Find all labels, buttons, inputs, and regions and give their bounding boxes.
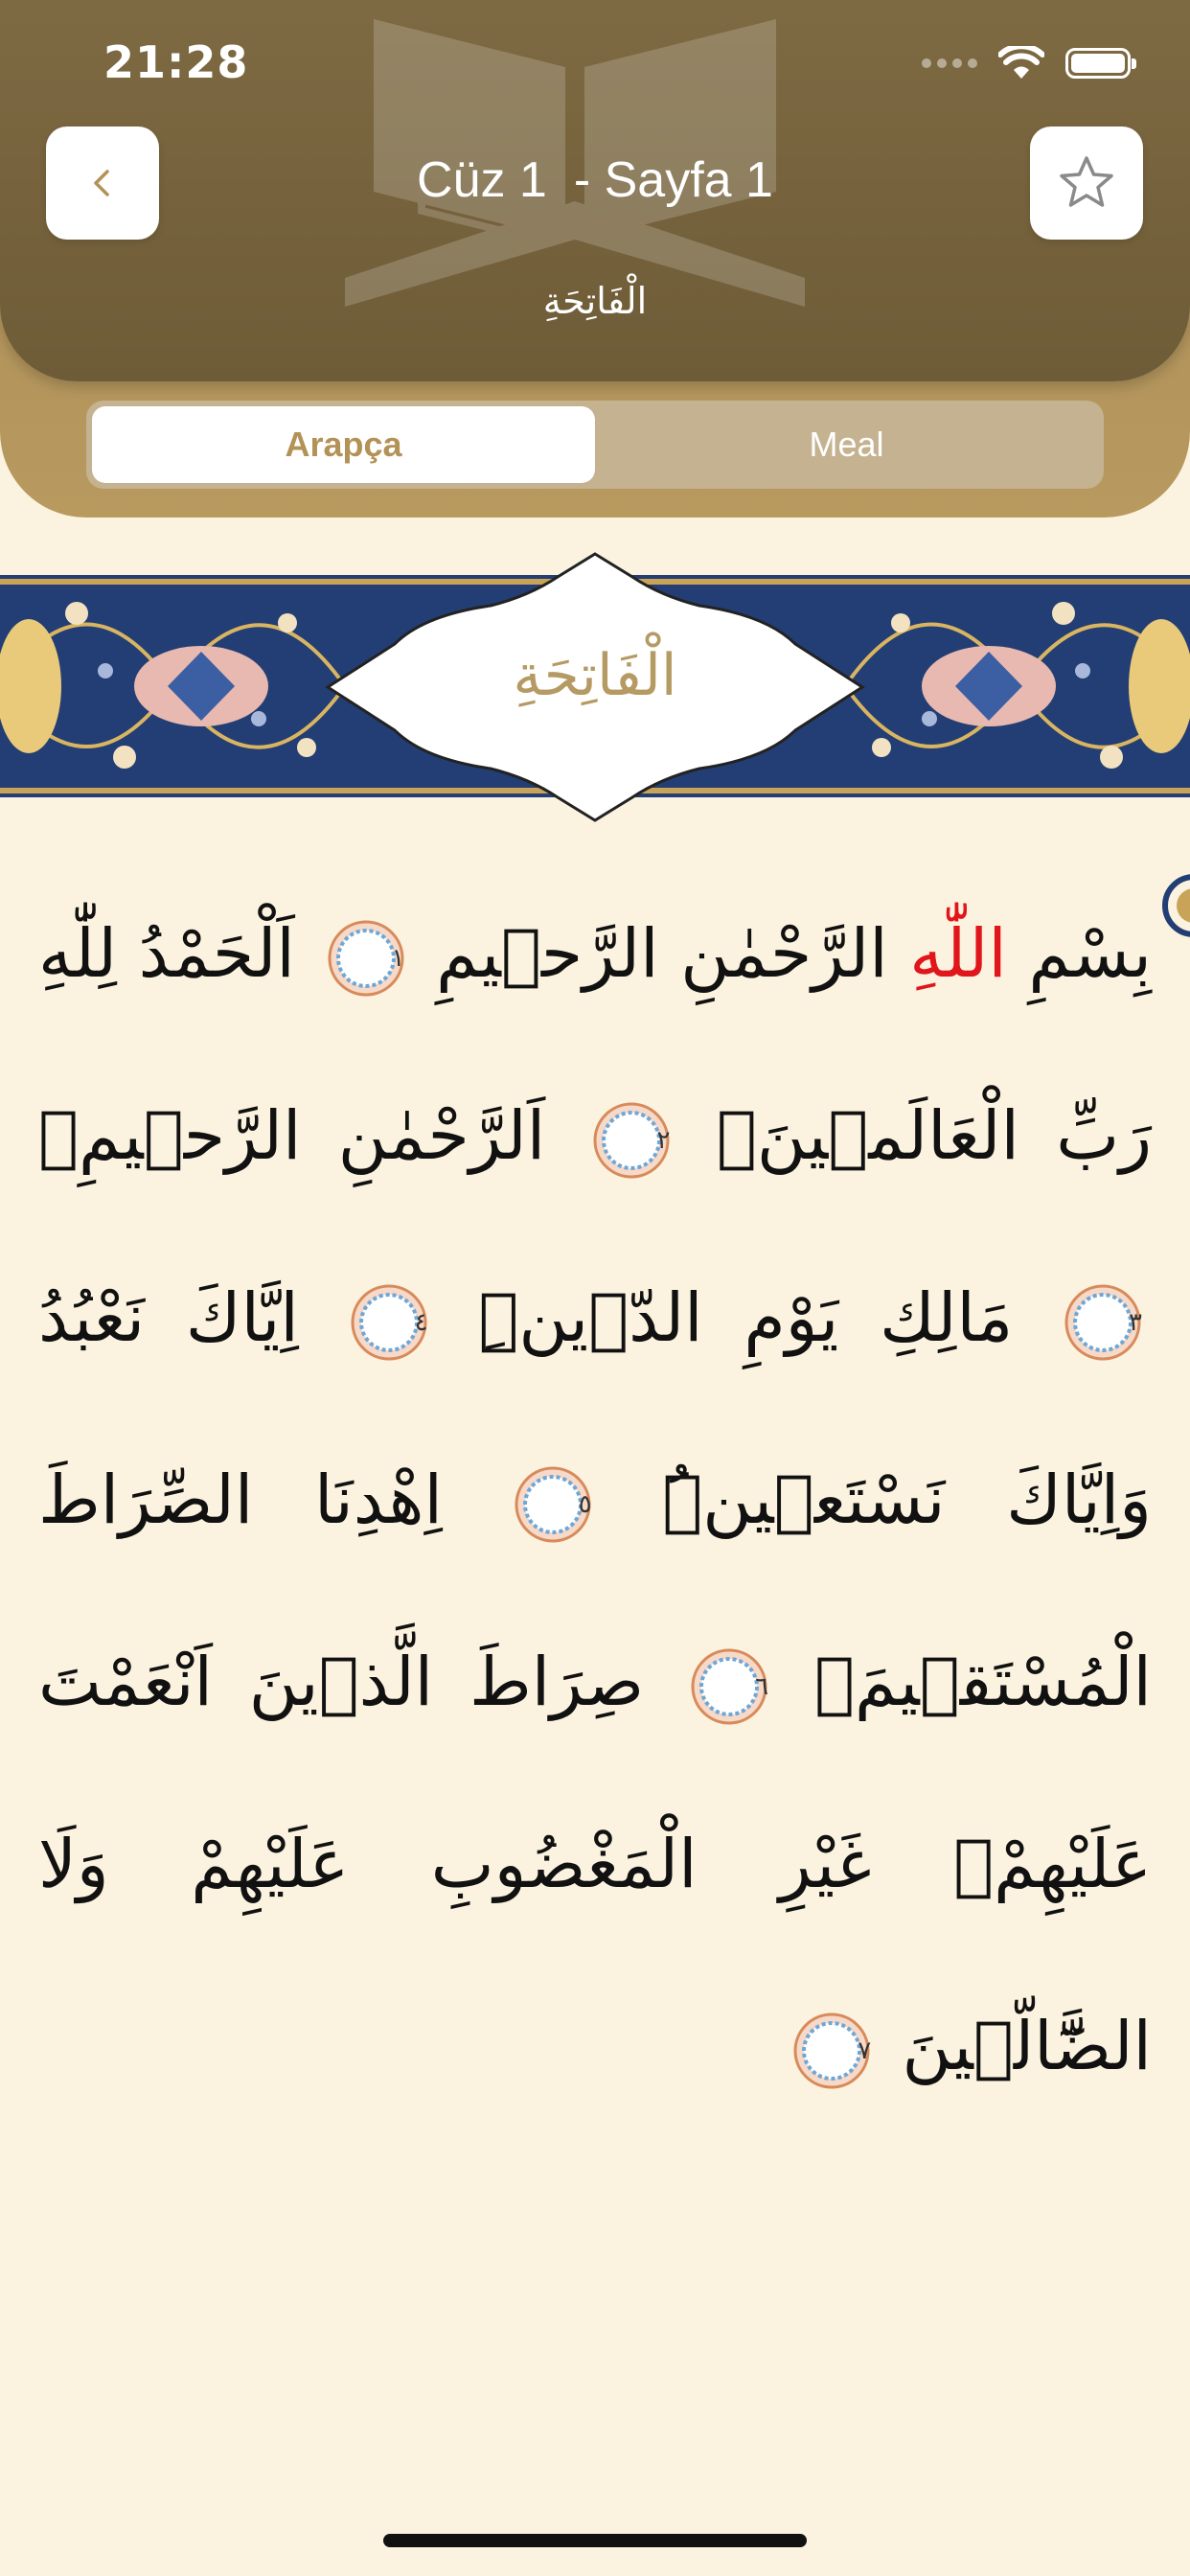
wifi-icon xyxy=(998,46,1044,80)
verse-text: اَلرَّحْمٰنِ الرَّح۪يمِۙ xyxy=(38,1096,546,1175)
page-label: - Sayfa 1 xyxy=(573,152,773,208)
page-edge-ornament-icon xyxy=(1159,843,1190,968)
ayah-number-marker[interactable] xyxy=(514,1465,592,1544)
ayah-number: ٧ xyxy=(858,2036,872,2065)
verse-text: بِسْمِ xyxy=(1006,914,1152,993)
verse-٣[interactable] xyxy=(38,1096,545,1175)
verse-text: اِهْدِنَا الصِّرَاطَ الْمُسْتَق۪يمَۙ xyxy=(38,1460,1152,1721)
tab-meal[interactable]: Meal xyxy=(809,425,884,464)
ayah-number-marker[interactable] xyxy=(327,919,405,998)
surah-title: الْفَاتِحَةِ xyxy=(513,642,677,709)
view-mode-segmented-control xyxy=(86,401,1104,489)
favorite-button[interactable] xyxy=(1030,126,1143,240)
ayah-number: ٣ xyxy=(1129,1307,1142,1337)
verse-text: اَلْحَمْدُ لِلّٰهِ رَبِّ الْعَالَم۪ينَۙ xyxy=(38,914,1152,1175)
ayah-number: ٥ xyxy=(578,1489,592,1519)
page-title xyxy=(0,151,1190,209)
ayah-number-marker[interactable] xyxy=(690,1647,768,1726)
verses-text xyxy=(38,862,1152,2137)
ayah-number: ٤ xyxy=(414,1307,428,1337)
ayah-number: ٢ xyxy=(656,1125,671,1155)
battery-icon xyxy=(1065,48,1131,79)
ayah-number: ٦ xyxy=(755,1671,769,1701)
verse-text: صِرَاطَ الَّذ۪ينَ اَنْعَمْتَ عَلَيْهِمْۙ غَيْرِ الْمَغْضُوبِ عَلَيْهِمْ وَلَا الضَّٓالّ۪ينَ xyxy=(38,1643,1152,2085)
allah-word: اللّٰهِ xyxy=(909,914,1007,993)
verse-٤[interactable] xyxy=(478,1278,1013,1357)
star-outline-icon xyxy=(1056,152,1117,214)
verse-text: الرَّحْمٰنِ الرَّح۪يمِ xyxy=(436,914,910,993)
ayah-number-marker[interactable] xyxy=(592,1101,671,1180)
ayah-number-marker[interactable] xyxy=(350,1283,428,1362)
status-time: 21:28 xyxy=(103,36,249,88)
ayah-number: ١ xyxy=(391,943,405,973)
ayah-number-marker[interactable] xyxy=(792,2012,871,2090)
verse-text: مَالِكِ يَوْمِ الدّ۪ينِۜ xyxy=(478,1278,1014,1357)
status-icons xyxy=(922,46,1131,80)
tab-arabic[interactable]: Arapça xyxy=(92,406,595,483)
home-indicator[interactable] xyxy=(383,2534,807,2547)
verse-text: اِيَّاكَ نَعْبُدُ وَاِيَّاكَ نَسْتَع۪ينُۜ xyxy=(38,1278,1152,1539)
verse-١[interactable] xyxy=(436,914,1152,993)
surah-header-name: الْفَاتِحَةِ xyxy=(542,280,648,322)
juz-label: Cüz 1 xyxy=(417,152,547,208)
signal-icon xyxy=(922,58,977,68)
ayah-number-marker[interactable] xyxy=(1064,1283,1142,1362)
